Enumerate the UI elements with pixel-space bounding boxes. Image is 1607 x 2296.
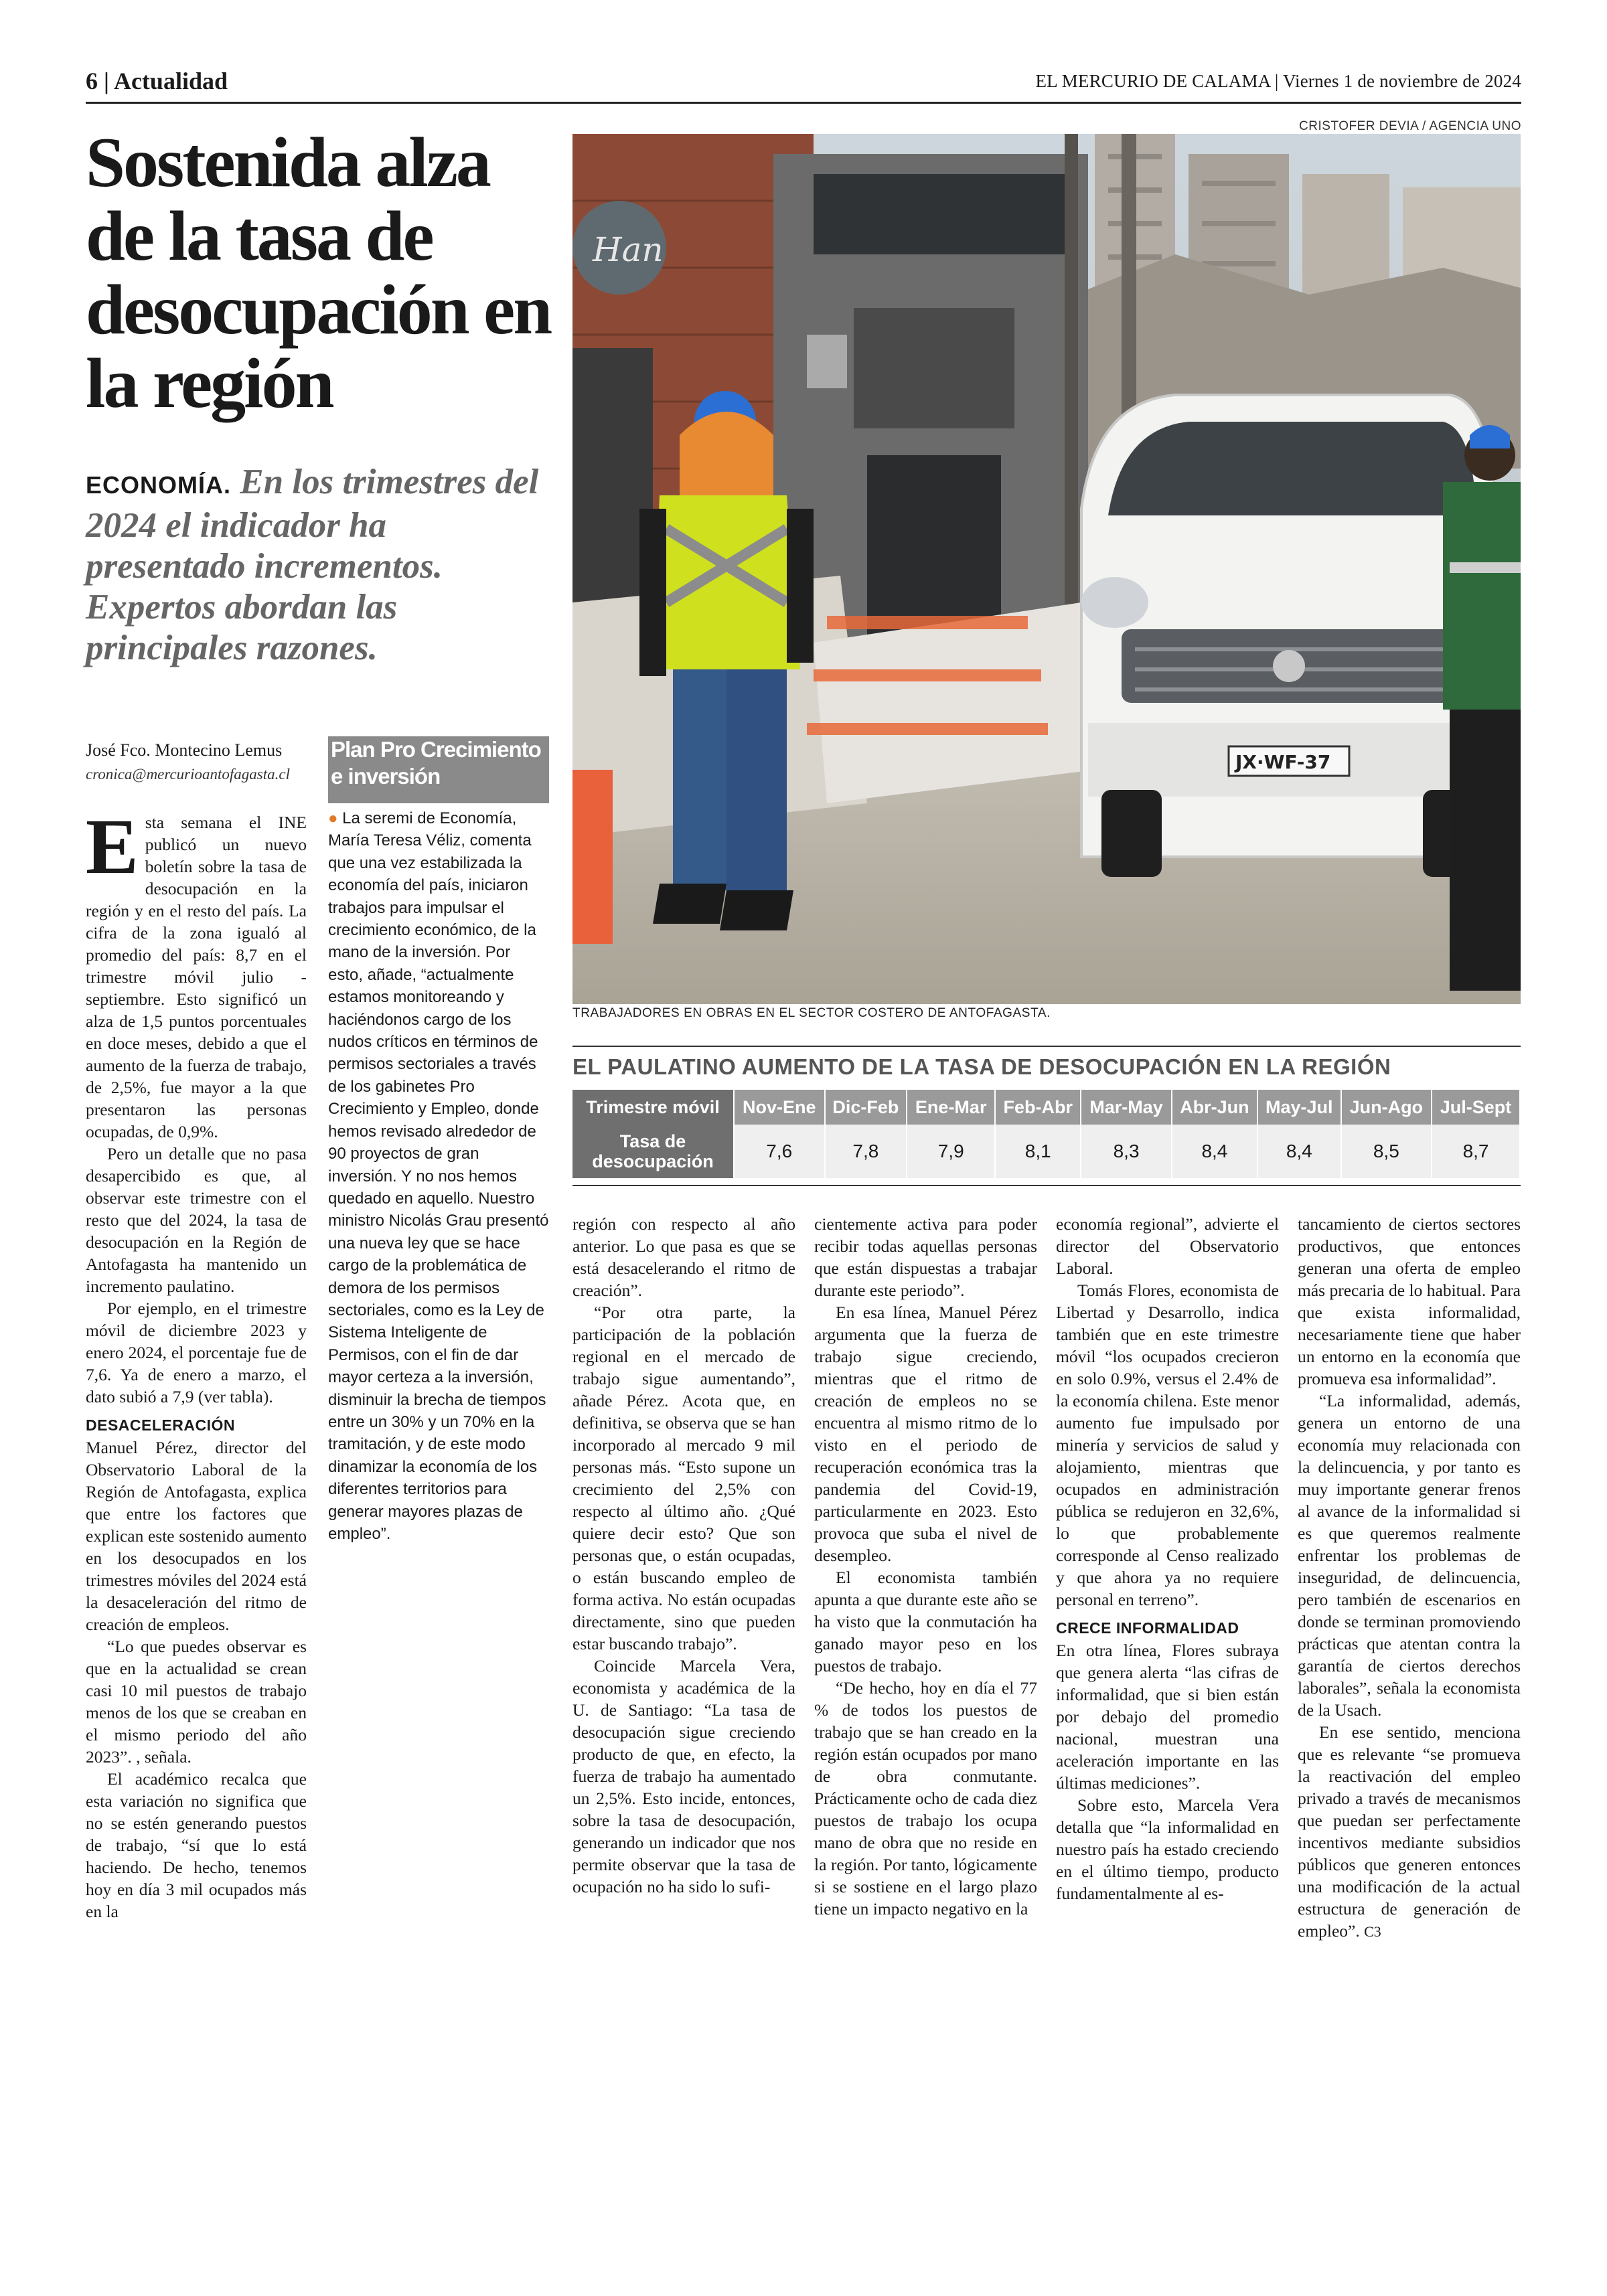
photo-caption: TRABAJADORES EN OBRAS EN EL SECTOR COSTERO DE ANTOFAGASTA. <box>572 1006 1051 1020</box>
issue-date: Viernes 1 de noviembre de 2024 <box>1282 71 1521 91</box>
paragraph: En esa línea, Manuel Pérez argumenta que la fuerza de trabajo sigue creciendo, mientras que el ritmo de creación de empleos no se encuentra al mismo ritmo de lo visto en el periodo de recuperación económica tras la pandemia del Covid-19, particularmente en 2023. Esto provoca que suba el nivel de desempleo. <box>814 1303 1037 1565</box>
table-category: Jun-Ago <box>1341 1090 1432 1125</box>
article-column-3 <box>814 1213 1037 1920</box>
paragraph: “De hecho, hoy en día el 77 % de todos los puestos de trabajo que se han creado en la región están ocupados por mano de obra conmutante. Prácticamente ocho de cada diez puestos de trabajo los ocupa mano de obra que no reside en la región. Por tanto, lógicamente si se sostiene en el largo plazo tiene un impacto negativo en la <box>814 1678 1037 1918</box>
paragraph <box>86 803 307 1143</box>
table-category: Feb-Abr <box>995 1090 1081 1125</box>
table-row <box>572 1125 1520 1178</box>
lead-text: En los trimestres del 2024 el indicador ha presentado incrementos. Expertos abordan las principales razones. <box>86 463 539 667</box>
masthead <box>1035 71 1521 92</box>
paragraph: “La informalidad, además, genera un entorno de una economía muy relacionada con la delincuencia, y por tanto es muy importante generar frenos al avance de la informalidad si es que queremos realmente enfrentar los problemas de inseguridad, de delincuencia, pero también de escenarios en donde se terminan promoviendo prácticas que atentan contra la garantía de ciertos derechos laborales”, señala la economista de la Usach. <box>1298 1391 1521 1720</box>
newspaper-name: EL MERCURIO DE CALAMA <box>1035 71 1270 91</box>
paragraph-text: sta semana el INE publicó un nuevo boletín sobre la tasa de desocupación en la región y en el resto del país. La cifra de la zona igualó al promedio del país: 8,7 en el trimestre móvil julio - septiembre. Esto significó un alza de 1,5 puntos porcentuales en doce meses, debido a que el aumento de la fuerza de trabajo, de 2,5%, fue mayor a la que presentaron las personas ocupadas, de 0,9%. <box>86 813 307 1141</box>
lead <box>86 462 554 669</box>
table-value: 8,4 <box>1257 1125 1341 1178</box>
sidebar-title: Plan Pro Crecimiento e inversión <box>331 737 541 789</box>
subhead-informalidad: CRECE INFORMALIDAD <box>1056 1619 1239 1637</box>
masthead-divider: | <box>1274 71 1283 91</box>
section-name: Actualidad <box>113 68 228 94</box>
table-top-rule <box>572 1046 1521 1047</box>
author-email[interactable]: cronica@mercurioantofagasta.cl <box>86 766 290 783</box>
paragraph: “Por otra parte, la participación de la población regional en el mercado de trabajo sigue aumentando”, añade Pérez. Acota que, en definitiva, se observa que se han incorporado al mercado 9 mil personas más. “Esto supone un crecimiento del 2,5% con respecto al último año. ¿Qué quiere decir esto? Que son personas que, o están ocupadas, o están buscando empleo de forma activa. No están ocupadas directamente, sino que pueden estar buscando trabajo”. <box>572 1303 795 1653</box>
table-category: Dic-Feb <box>825 1090 907 1125</box>
article-column-2 <box>572 1213 795 1898</box>
table-value: 8,5 <box>1341 1125 1432 1178</box>
article-column-4 <box>1056 1213 1279 1904</box>
article-column-1 <box>86 803 307 1922</box>
table-category: Jul-Sept <box>1432 1090 1520 1125</box>
paragraph: tancamiento de ciertos sectores productivos, que entonces generan una oferta de empleo más precaria de lo habitual. Para que exista informalidad, necesariamente tiene que haber un entorno en la economía que promueva esa informalidad”. <box>1298 1214 1521 1388</box>
paragraph <box>1298 1721 1521 1943</box>
table-value: 8,7 <box>1432 1125 1520 1178</box>
paragraph: cientemente activa para poder recibir todas aquellas personas que están dispuestas a trabajar durante este periodo”. <box>814 1214 1037 1300</box>
table-bottom-rule <box>572 1185 1521 1186</box>
table-value: 8,1 <box>995 1125 1081 1178</box>
table-header-row <box>572 1090 1520 1125</box>
paragraph: Pero un detalle que no pasa desapercibido es que, al observar este trimestre con el resto que del 2024, la tasa de desocupación en la Región de Antofagasta ha mantenido un incremento paulatino. <box>86 1144 307 1296</box>
paragraph-text: En ese sentido, menciona que es relevante “se promueva la reactivación del empleo privado a través de mecanismos que puedan ser perfectamente incentivos mediante subsidios públicos que generen entonces una modificación de la actual estructura de generación de empleo”. <box>1298 1722 1521 1941</box>
table-title: EL PAULATINO AUMENTO DE LA TASA DE DESOCUPACIÓN EN LA REGIÓN <box>572 1054 1391 1079</box>
paragraph: Tomás Flores, economista de Libertad y Desarrollo, indica también que en este trimestre móvil “los ocupados crecieron en solo 0.9%, versus el 2.4% de la economía chilena. Este menor aumento fue impulsado por minería y servicios de salud y alojamiento, mientras que ocupados en administración pública se redujeron en 32,6%, lo que probablemente corresponde al Censo realizado y que ahora ya no requiere personal en terreno”. <box>1056 1281 1279 1609</box>
table-category: Ene-Mar <box>907 1090 995 1125</box>
paragraph: En otra línea, Flores subraya que genera alerta “las cifras de informalidad, que si bien están por debajo del promedio nacional, muestran una aceleración importante en las últimas mediciones”. <box>1056 1641 1279 1793</box>
article-column-5 <box>1298 1213 1521 1943</box>
table-value: 8,3 <box>1081 1125 1172 1178</box>
table-header-label: Trimestre móvil <box>572 1090 734 1125</box>
paragraph: Manuel Pérez, director del Observatorio Laboral de la Región de Antofagasta, explica que entre los factores que explican este sostenido aumento en los desocupados en los trimestres móviles del 2024 está la desaceleración del ritmo de creación de empleos. <box>86 1438 307 1634</box>
table-category: Nov-Ene <box>734 1090 825 1125</box>
table-value: 8,4 <box>1172 1125 1257 1178</box>
headline: Sostenida alza de la tasa de desocupación en la región <box>86 123 551 422</box>
paragraph: región con respecto al año anterior. Lo que pasa es que se está desacelerando el ritmo de creación”. <box>572 1214 795 1300</box>
photo-credit: CRISTOFER DEVIA / AGENCIA UNO <box>1299 119 1521 133</box>
drop-cap: E <box>86 803 139 890</box>
news-photo <box>572 134 1521 1004</box>
subhead-desaceleracion: DESACELERACIÓN <box>86 1416 235 1434</box>
bullet-icon: ● <box>328 809 338 827</box>
section-label <box>86 67 228 95</box>
paragraph: El académico recalca que esta variación no significa que no se estén generando puestos de trabajo, “sí que lo está haciendo. De hecho, tenemos hoy en día 3 mil ocupados más en la <box>86 1769 307 1921</box>
paragraph: Sobre esto, Marcela Vera detalla que “la informalidad en nuestro país ha estado creciendo en el último tiempo, producto fundamentalmente al es- <box>1056 1795 1279 1903</box>
table-row-label: Tasa de desocupación <box>572 1125 734 1178</box>
kicker: ECONOMÍA. <box>86 471 232 499</box>
table-category: Mar-May <box>1081 1090 1172 1125</box>
photo-illustration <box>572 134 1521 1004</box>
table-value: 7,8 <box>825 1125 907 1178</box>
header-rule <box>86 102 1521 104</box>
table-category: May-Jul <box>1257 1090 1341 1125</box>
paragraph: Coincide Marcela Vera, economista y académica de la U. de Santiago: “La tasa de desocupación sigue creciendo producto de que, en efecto, la fuerza de trabajo ha aumentado un 2,5%. Esto incide, entonces, sobre la tasa de desocupación, generando un indicador que nos permite observar que la tasa de ocupación no ha sido lo sufi- <box>572 1656 795 1896</box>
vehicle-plate: JX·WF-37 <box>1235 751 1331 773</box>
paragraph: “Lo que puedes observar es que en la actualidad se crean casi 10 mil puestos de trabajo menos de los que se creaban en el mismo periodo del año 2023”. , señala. <box>86 1637 307 1767</box>
sidebar-text: La seremi de Economía, María Teresa Véliz, comenta que una vez estabilizada la economía del país, iniciaron trabajos para impulsar el crecimiento económico, de la mano de la inversión. Por esto, añade, “actualmente estamos monitoreando y haciéndonos cargo de los nudos críticos en términos de permisos sectoriales a través de los gabinetes Pro Crecimiento y Empleo, donde hemos revisado alrededor de 90 proyectos de gran inversión. Y no nos hemos quedado en aquello. Nuestro ministro Nicolás Grau presentó una nueva ley que se hace cargo de la problemática de demora de los permisos sectoriales, como es la Ley de Sistema Inteligente de Permisos, con el fin de dar mayor certeza a la inversión, disminuir la brecha de tiempos entre un 30% y un 70% en la tramitación, y de este modo dinamizar la economía de los diferentes territorios para generar mayores plazas de empleo”. <box>328 809 549 1543</box>
paragraph: El economista también apunta a que durante este año se ha visto que la conmutación ha ganado mayor peso en los puestos de trabajo. <box>814 1568 1037 1675</box>
paragraph: Por ejemplo, en el trimestre móvil de diciembre 2023 y enero 2024, el porcentaje fue de 7,6. Ya de enero a marzo, el dato subió a 7,9 (ver tabla). <box>86 1299 307 1406</box>
sidebar-text-block <box>328 807 549 1545</box>
section-divider: | <box>104 68 114 94</box>
table-value: 7,6 <box>734 1125 825 1178</box>
unemployment-table <box>572 1090 1521 1178</box>
paragraph: economía regional”, advierte el director del Observatorio Laboral. <box>1056 1214 1279 1278</box>
table-value: 7,9 <box>907 1125 995 1178</box>
author: José Fco. Montecino Lemus <box>86 740 283 760</box>
sign-text: Han <box>593 230 664 269</box>
page-number: 6 <box>86 68 98 94</box>
end-mark: C3 <box>1364 1923 1381 1940</box>
table-category: Abr-Jun <box>1172 1090 1257 1125</box>
